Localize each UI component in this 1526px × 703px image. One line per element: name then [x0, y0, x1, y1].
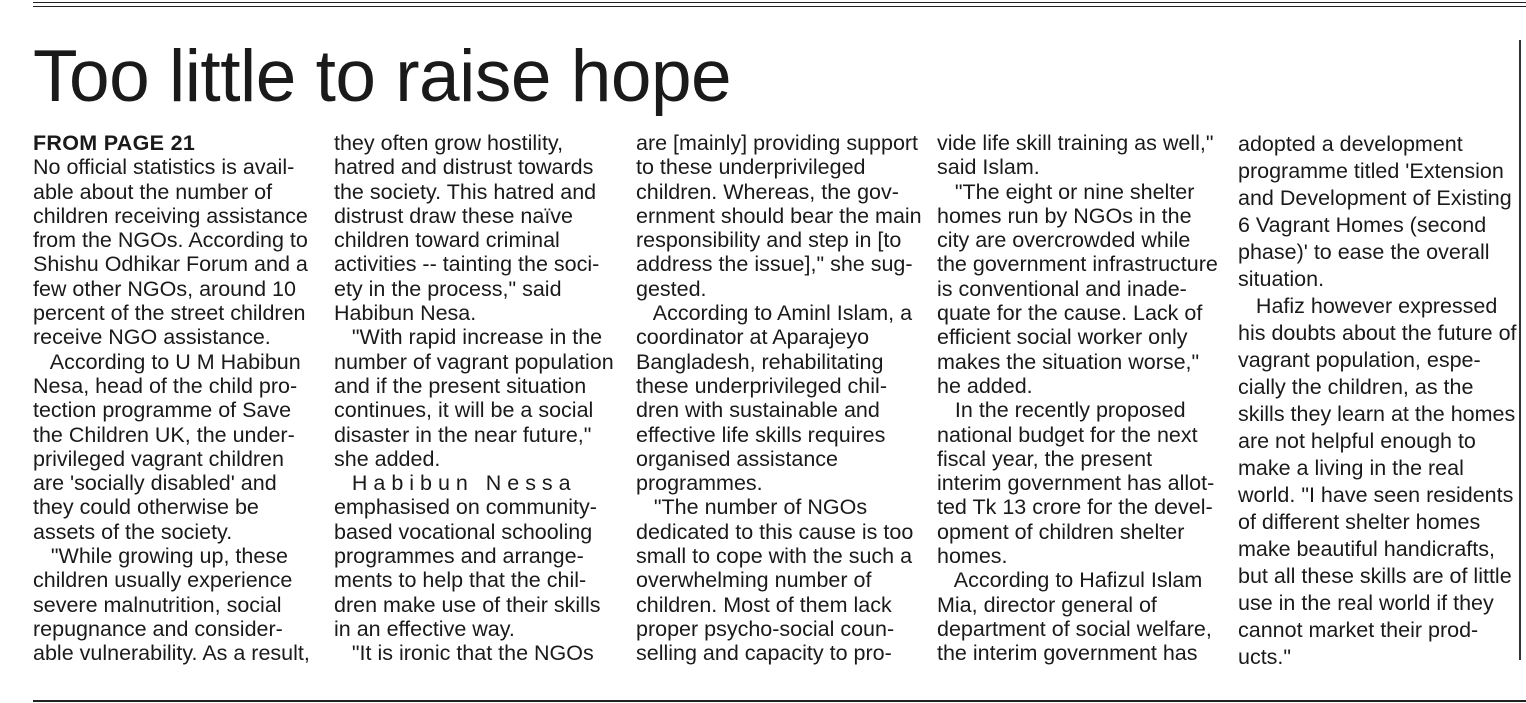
article-line: situation. — [1238, 267, 1325, 291]
column-3-text — [636, 131, 922, 666]
article-line: repugnance and consider- — [33, 616, 283, 641]
article-line: continues, it will be a social — [334, 398, 594, 423]
article-line: Shishu Odhikar Forum and a — [33, 252, 308, 277]
article-line: selling and capacity to pro- — [636, 641, 892, 666]
article-line: children usually experience — [33, 568, 293, 593]
article-line: Nesa, head of the child pro- — [33, 373, 298, 398]
article-line: programme titled 'Extension — [1238, 159, 1504, 183]
article-line: small to cope with the such a — [636, 544, 913, 569]
article-line: are not helpful enough to — [1238, 429, 1476, 453]
article-line: hatred and distrust towards — [334, 155, 594, 180]
article-line: ted Tk 13 crore for the devel- — [937, 495, 1213, 520]
column-2-text — [334, 131, 614, 666]
article-line: from the NGOs. According to — [33, 228, 308, 253]
article-line: the society. This hatred and — [334, 179, 597, 204]
article-line: he added. — [937, 373, 1033, 398]
article-line: coordinator at Aparajeyo — [636, 325, 870, 350]
article-line: world. "I have seen residents — [1238, 483, 1514, 507]
article-line: makes the situation worse," — [937, 349, 1200, 374]
article-line: children toward criminal — [334, 228, 560, 253]
article-line: is conventional and inade- — [937, 276, 1187, 301]
article-line: dedicated to this cause is too — [636, 519, 914, 544]
article-line: she added. — [334, 446, 441, 471]
article-line: use in the real world if they — [1238, 591, 1494, 615]
article-line: effective life skills requires — [636, 422, 886, 447]
article-line: in an effective way. — [334, 616, 515, 641]
article-line: they often grow hostility, — [334, 131, 564, 155]
top-rule — [33, 2, 1526, 3]
article-line: phase)' to ease the overall — [1238, 240, 1490, 264]
article-line: vagrant population, espe- — [1238, 348, 1481, 372]
article-line: "With rapid increase in the — [334, 325, 603, 350]
article-line: programmes and arrange- — [334, 544, 584, 569]
article-line: able vulnerability. As a result, — [33, 641, 310, 666]
article-line: dren with sustainable and — [636, 398, 880, 423]
article-line: cially the children, as the — [1238, 375, 1474, 399]
article-line: distrust draw these naïve — [334, 203, 574, 228]
article-line: and if the present situation — [334, 373, 587, 398]
article-line: interim government has allot- — [937, 471, 1215, 496]
article-line: department of social welfare, — [937, 616, 1212, 641]
article-line: According to Hafizul Islam — [937, 568, 1203, 593]
article-line: responsibility and step in [to — [636, 228, 902, 253]
article-line: cannot market their prod- — [1238, 618, 1479, 642]
article-line: national budget for the next — [937, 422, 1198, 447]
article-line: ernment should bear the main — [636, 203, 922, 228]
article-line: organised assistance — [636, 446, 838, 471]
top-rule-secondary — [33, 6, 1526, 7]
article-column-3 — [636, 131, 922, 666]
article-line: H a b i b u n N e s s a — [334, 471, 571, 496]
article-line: make a living in the real — [1238, 456, 1464, 480]
article-line: According to U M Habibun — [33, 349, 301, 374]
article-column-4 — [937, 131, 1218, 666]
article-line: disaster in the near future," — [334, 422, 592, 447]
article-line: children. Most of them lack — [636, 592, 892, 617]
article-line: these underprivileged chil- — [636, 373, 887, 398]
article-line: tection programme of Save — [33, 398, 292, 423]
article-line: but all these skills are of little — [1238, 564, 1512, 588]
article-line: gested. — [636, 276, 707, 301]
article-column-5 — [1238, 131, 1517, 671]
bottom-rule — [33, 700, 1526, 702]
article-column-2 — [334, 131, 614, 666]
article-line: few other NGOs, around 10 — [33, 276, 296, 301]
article-line: programmes. — [636, 471, 763, 496]
article-line: Bangladesh, rehabilitating — [636, 349, 884, 374]
article-column-1 — [33, 131, 310, 666]
kicker-from-page: FROM PAGE 21 — [33, 131, 196, 155]
article-line: privileged vagrant children — [33, 446, 284, 471]
article-line: homes run by NGOs in the — [937, 203, 1192, 228]
article-line: his doubts about the future of — [1238, 321, 1517, 345]
article-line: activities -- tainting the soci- — [334, 252, 600, 277]
article-line: receive NGO assistance. — [33, 325, 271, 350]
article-line: and Development of Existing — [1238, 186, 1512, 210]
article-line: Hafiz however expressed — [1238, 294, 1498, 318]
article-line: efficient social worker only — [937, 325, 1188, 350]
article-line: Habibun Nesa. — [334, 301, 477, 326]
article-line: According to Aminl Islam, a — [636, 301, 913, 326]
article-line: percent of the street children — [33, 301, 306, 326]
article-line: adopted a development — [1238, 132, 1463, 156]
article-line: overwhelming number of — [636, 568, 872, 593]
article-line: "It is ironic that the NGOs — [334, 641, 594, 666]
article-line: to these underprivileged — [636, 155, 866, 180]
article-line: are 'socially disabled' and — [33, 471, 277, 496]
article-line: fiscal year, the present — [937, 446, 1153, 471]
article-line: children. Whereas, the gov- — [636, 179, 899, 204]
article-line: severe malnutrition, social — [33, 592, 282, 617]
article-line: homes. — [937, 544, 1008, 569]
column-1-text — [33, 155, 310, 665]
article-line: of different shelter homes — [1238, 510, 1481, 534]
article-line: said Islam. — [937, 155, 1040, 180]
article-line: the Children UK, the under- — [33, 422, 295, 447]
article-line: vide life skill training as well," — [937, 131, 1214, 155]
article-line: dren make use of their skills — [334, 592, 601, 617]
article-line: address the issue]," she sug- — [636, 252, 913, 277]
article-line: they could otherwise be — [33, 495, 259, 520]
article-line: the government infrastructure — [937, 252, 1218, 277]
article-line: "The number of NGOs — [636, 495, 868, 520]
page-right-edge — [1519, 40, 1521, 660]
article-line: "The eight or nine shelter — [937, 179, 1195, 204]
article-line: make beautiful handicrafts, — [1238, 537, 1495, 561]
article-line: No official statistics is avail- — [33, 155, 295, 180]
article-line: based vocational schooling — [334, 519, 593, 544]
article-line: skills they learn at the homes — [1238, 402, 1516, 426]
article-line: "While growing up, these — [33, 544, 289, 569]
article-line: ety in the process," said — [334, 276, 562, 301]
article-line: the interim government has — [937, 641, 1198, 666]
column-4-text — [937, 131, 1218, 666]
article-line: children receiving assistance — [33, 203, 308, 228]
article-line: quate for the cause. Lack of — [937, 301, 1203, 326]
article-line: assets of the society. — [33, 519, 233, 544]
article-line: Mia, director general of — [937, 592, 1157, 617]
article-line: number of vagrant population — [334, 349, 614, 374]
article-line: ucts." — [1238, 645, 1292, 669]
article-line: In the recently proposed — [937, 398, 1186, 423]
article-line: able about the number of — [33, 179, 273, 204]
article-line: 6 Vagrant Homes (second — [1238, 213, 1487, 237]
article-line: ments to help that the chil- — [334, 568, 587, 593]
headline: Too little to raise hope — [33, 36, 732, 117]
article-line: city are overcrowded while — [937, 228, 1191, 253]
column-5-text — [1238, 131, 1517, 671]
article-line: opment of children shelter — [937, 519, 1185, 544]
article-line: emphasised on community- — [334, 495, 597, 520]
article-line: proper psycho-social coun- — [636, 616, 895, 641]
article-line: are [mainly] providing support — [636, 131, 919, 155]
